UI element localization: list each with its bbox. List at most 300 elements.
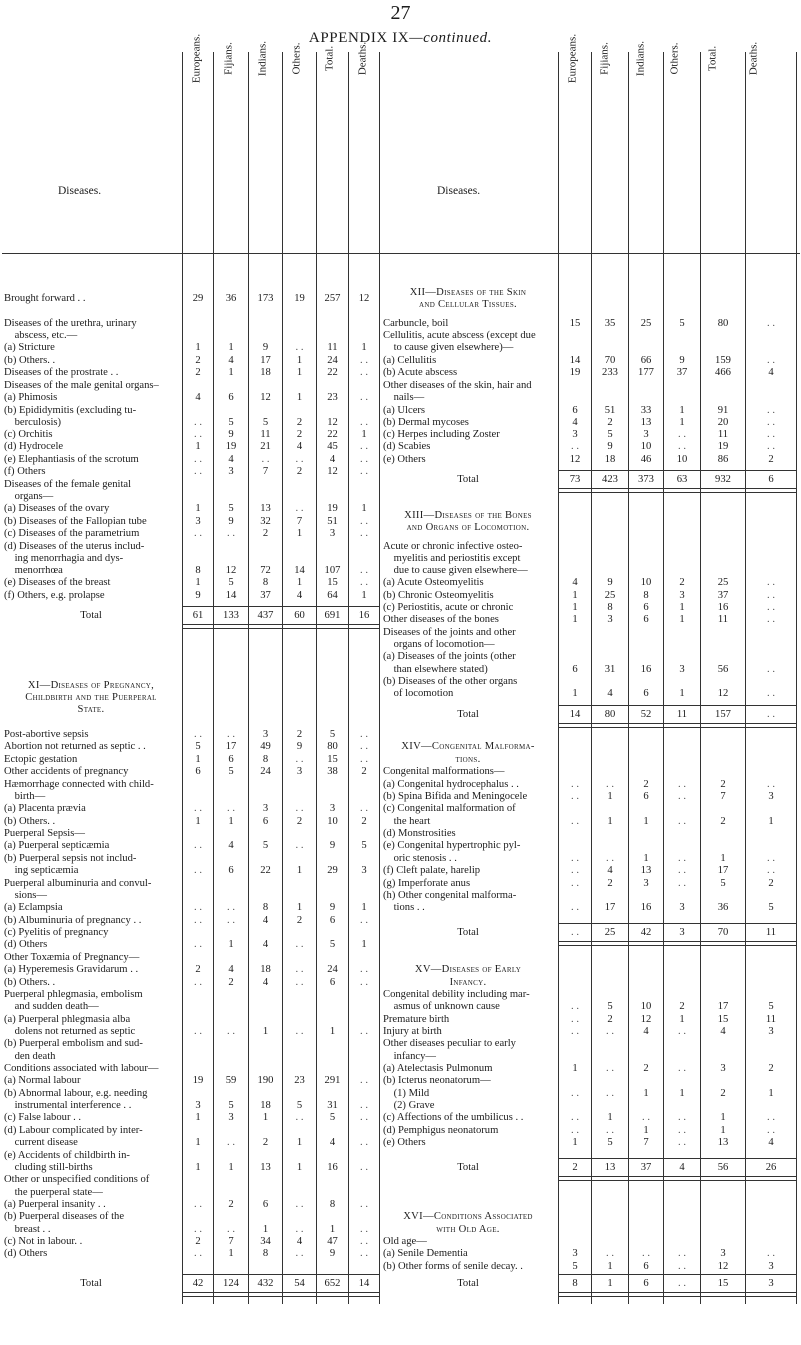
cell-value: . .: [227, 1026, 235, 1037]
disease-label: abscess, etc.—: [4, 330, 78, 341]
cell-value: 1: [228, 1248, 234, 1259]
cell-value: . .: [295, 939, 304, 950]
left-header-fijians: Fijians.: [222, 42, 235, 75]
total-double-rule: [559, 1292, 796, 1297]
cell-value: . .: [767, 664, 775, 675]
right-table-row: [0, 766, 801, 777]
cell-value: 423: [602, 474, 618, 485]
cell-value: 66: [640, 355, 652, 366]
cell-value: . .: [678, 878, 686, 889]
cell-value: 21: [260, 441, 271, 452]
disease-label: (a) Congenital hydrocephalus . .: [383, 779, 519, 790]
cell-value: 10: [640, 577, 652, 588]
disease-label: to cause given elsewhere)—: [383, 342, 514, 353]
cell-value: 17: [260, 355, 271, 366]
cell-value: 16: [358, 610, 370, 621]
disease-label: (a) Ulcers: [383, 405, 426, 416]
disease-label: Diseases of the female genital: [4, 479, 132, 490]
cell-value: . .: [360, 741, 368, 752]
cell-value: . .: [571, 441, 579, 452]
cell-value: 3: [572, 1248, 578, 1259]
disease-label: (b) Icterus neonatorum—: [383, 1075, 491, 1086]
cell-value: 1: [643, 853, 649, 864]
disease-label: (b) Acute abscess: [383, 367, 458, 378]
cell-value: 4: [296, 441, 303, 452]
cell-value: . .: [571, 902, 579, 913]
cell-value: . .: [360, 528, 368, 539]
disease-label: (h) Other congenital malforma-: [383, 890, 517, 901]
disease-label: Diseases of the male genital organs–: [4, 380, 159, 391]
cell-value: 1: [195, 754, 201, 765]
cell-value: 466: [715, 367, 731, 378]
cell-value: 6: [329, 915, 336, 926]
cell-value: 8: [262, 902, 269, 913]
right-table-row: [0, 890, 801, 901]
disease-label: (c) Pyelitis of pregnancy: [4, 927, 109, 938]
right-table-row: [0, 639, 801, 650]
cell-value: 3: [679, 927, 685, 938]
disease-label: (b) Other forms of senile decay. .: [383, 1261, 523, 1272]
cell-value: . .: [606, 1026, 614, 1037]
cell-value: 2: [643, 779, 649, 790]
disease-label: (1) Mild: [383, 1088, 430, 1099]
cell-value: 17: [717, 865, 729, 876]
disease-label: tions . .: [383, 902, 425, 913]
cell-value: 14: [569, 709, 581, 720]
cell-value: 13: [260, 503, 271, 514]
disease-label: (a) Diseases of the joints (other: [383, 651, 516, 662]
disease-label: cluding still-births: [4, 1162, 93, 1173]
disease-label: (a) Cellulitis: [383, 355, 437, 366]
cell-value: 107: [324, 565, 341, 576]
cell-value: . .: [571, 853, 579, 864]
cell-value: 9: [679, 355, 685, 366]
cell-value: 1: [361, 503, 367, 514]
cell-value: 45: [327, 441, 338, 452]
cell-value: 691: [324, 610, 341, 621]
cell-value: 42: [640, 927, 652, 938]
cell-value: . .: [194, 1224, 202, 1235]
cell-value: 2: [262, 528, 269, 539]
disease-label: (b) Chronic Osteomyelitis: [383, 590, 494, 601]
right-table-row: [0, 474, 801, 485]
cell-value: 5: [768, 902, 774, 913]
cell-value: 2: [195, 367, 201, 378]
disease-label: Other diseases of the skin, hair and: [383, 380, 532, 391]
left-header-total: Total.: [323, 45, 336, 72]
section-heading: XIV—Congenital Malforma-: [401, 741, 535, 752]
cell-value: 1: [679, 417, 685, 428]
cell-value: . .: [678, 865, 686, 876]
cell-value: 2: [262, 1137, 269, 1148]
total-double-rule: [559, 1176, 796, 1181]
left-header-others: Others.: [290, 42, 303, 75]
cell-value: 6: [228, 865, 234, 876]
cell-value: 1: [195, 503, 201, 514]
cell-value: . .: [678, 429, 686, 440]
right-table-row: [0, 627, 801, 638]
cell-value: 1: [361, 939, 367, 950]
cell-value: 4: [768, 367, 774, 378]
right-table-row: [0, 553, 801, 564]
cell-value: 1: [228, 342, 234, 353]
right-table-row: [0, 816, 801, 827]
disease-label: (e) Congenital hypertrophic pyl-: [383, 840, 521, 851]
disease-label: Other Toxæmia of Pregnancy—: [4, 952, 140, 963]
disease-label: the puerperal state—: [4, 1187, 103, 1198]
cell-value: 12: [225, 565, 237, 576]
cell-value: 31: [327, 1100, 338, 1111]
cell-value: 6: [228, 754, 234, 765]
cell-value: 6: [643, 1261, 649, 1272]
cell-value: 2: [296, 915, 303, 926]
left-header-europeans: Europeans.: [190, 33, 203, 84]
cell-value: . .: [678, 779, 686, 790]
cell-value: 2: [607, 1014, 613, 1025]
total-double-rule: [559, 941, 796, 946]
cell-value: . .: [360, 367, 368, 378]
right-table-row: [0, 1088, 801, 1099]
cell-value: 37: [260, 590, 271, 601]
right-table-row: [0, 342, 801, 353]
cell-value: 54: [294, 1278, 305, 1289]
cell-value: . .: [606, 1248, 614, 1259]
cell-value: 3: [296, 766, 303, 777]
disease-label: Diseases of the urethra, urinary: [4, 318, 137, 329]
cell-value: . .: [767, 688, 775, 699]
cell-value: 3: [679, 664, 685, 675]
cell-value: . .: [360, 417, 368, 428]
cell-value: . .: [360, 1199, 368, 1210]
cell-value: 2: [768, 878, 774, 889]
cell-value: 23: [327, 392, 338, 403]
cell-value: 1: [296, 577, 303, 588]
cell-value: 3: [679, 590, 685, 601]
cell-value: 3: [195, 516, 201, 527]
cell-value: . .: [767, 1125, 775, 1136]
disease-label: (c) Not in labour. .: [4, 1236, 83, 1247]
cell-value: 291: [324, 1075, 341, 1086]
cell-value: 4: [228, 964, 234, 975]
cell-value: 16: [717, 602, 729, 613]
cell-value: 17: [225, 741, 237, 752]
cell-value: . .: [360, 454, 368, 465]
disease-label: (d) Others: [4, 1248, 48, 1259]
cell-value: 1: [195, 441, 201, 452]
right-table-row: [0, 964, 801, 975]
cell-value: 91: [717, 405, 729, 416]
cell-value: 9: [329, 840, 336, 851]
right-table-row: [0, 1063, 801, 1074]
cell-value: 1: [296, 902, 303, 913]
cell-value: . .: [261, 454, 270, 465]
cell-value: 2: [296, 429, 303, 440]
disease-label: (g) Imperforate anus: [383, 878, 471, 889]
disease-label: current disease: [4, 1137, 78, 1148]
cell-value: 5: [720, 878, 726, 889]
cell-value: . .: [295, 803, 304, 814]
cell-value: 18: [260, 1100, 271, 1111]
cell-value: . .: [571, 1014, 579, 1025]
cell-value: . .: [360, 1248, 368, 1259]
total-label: Total: [80, 610, 102, 621]
disease-label: (d) Hydrocele: [4, 441, 64, 452]
cell-value: . .: [767, 602, 775, 613]
cell-value: 18: [260, 367, 271, 378]
cell-value: . .: [295, 977, 304, 988]
cell-value: . .: [767, 865, 775, 876]
cell-value: 37: [640, 1162, 652, 1173]
total-rule: [183, 1274, 379, 1275]
right-table-row: [0, 441, 801, 452]
cell-value: 36: [225, 293, 237, 304]
disease-label: (d) Labour complicated by inter-: [4, 1125, 143, 1136]
disease-label: (2) Grave: [383, 1100, 435, 1111]
cell-value: 26: [765, 1162, 777, 1173]
disease-label: ing septicæmia: [4, 865, 79, 876]
cell-value: . .: [767, 405, 775, 416]
disease-label: and sudden death—: [4, 1001, 99, 1012]
cell-value: . .: [678, 1026, 686, 1037]
cell-value: 15: [717, 1014, 729, 1025]
cell-value: 1: [195, 1112, 201, 1123]
cell-value: 1: [195, 816, 201, 827]
cell-value: . .: [227, 1137, 235, 1148]
cell-value: . .: [571, 1125, 579, 1136]
cell-value: 15: [569, 318, 581, 329]
cell-value: 4: [572, 417, 578, 428]
left-table-row: [0, 915, 801, 926]
cell-value: . .: [606, 1088, 614, 1099]
cell-value: . .: [360, 565, 368, 576]
right-table-row: [0, 828, 801, 839]
cell-value: . .: [360, 1224, 368, 1235]
disease-label: Diseases of the prostrate . .: [4, 367, 119, 378]
cell-value: 6: [643, 614, 649, 625]
cell-value: 1: [643, 816, 649, 827]
right-table-row: [0, 287, 801, 298]
cell-value: . .: [295, 342, 304, 353]
cell-value: 5: [262, 417, 269, 428]
disease-label: due to cause given elsewhere—: [383, 565, 528, 576]
cell-value: 3: [572, 429, 578, 440]
cell-value: 3: [329, 803, 336, 814]
cell-value: 9: [228, 516, 234, 527]
right-table-row: [0, 577, 801, 588]
cell-value: 11: [765, 1014, 777, 1025]
disease-label: (b) Puerperal embolism and sud-: [4, 1038, 143, 1049]
cell-value: . .: [571, 878, 579, 889]
cell-value: 1: [228, 816, 234, 827]
disease-label: (b) Puerperal diseases of the: [4, 1211, 125, 1222]
disease-label: (c) Orchitis: [4, 429, 53, 440]
cell-value: 38: [327, 766, 338, 777]
cell-value: 3: [195, 1100, 201, 1111]
disease-label: Hæmorrhage connected with child-: [4, 779, 154, 790]
cell-value: 3: [262, 803, 269, 814]
right-diseases-header: Diseases.: [437, 185, 481, 197]
disease-label: the heart: [383, 816, 431, 827]
total-label: Total: [457, 474, 479, 485]
cell-value: 6: [195, 766, 201, 777]
cell-value: 1: [195, 577, 201, 588]
total-rule: [559, 1274, 796, 1275]
cell-value: 18: [260, 964, 271, 975]
cell-value: 12: [260, 392, 271, 403]
cell-value: . .: [194, 429, 202, 440]
cell-value: 2: [679, 1001, 685, 1012]
cell-value: 31: [604, 664, 616, 675]
cell-value: 437: [257, 610, 274, 621]
cell-value: . .: [295, 1199, 304, 1210]
cell-value: 29: [327, 865, 338, 876]
section-heading: XIII—Diseases of the Bones: [404, 510, 532, 521]
cell-value: . .: [767, 429, 775, 440]
cell-value: . .: [194, 1199, 202, 1210]
cell-value: 1: [643, 1125, 649, 1136]
disease-label: (c) Periostitis, acute or chronic: [383, 602, 514, 613]
cell-value: . .: [678, 1063, 686, 1074]
cell-value: 5: [329, 1112, 336, 1123]
cell-value: 13: [260, 1162, 271, 1173]
cell-value: 19: [294, 293, 305, 304]
cell-value: 9: [228, 429, 234, 440]
right-table-row: [0, 602, 801, 613]
disease-label: (a) Puerperal phlegmasia alba: [4, 1014, 131, 1025]
cell-value: . .: [360, 516, 368, 527]
disease-label: infancy—: [383, 1051, 436, 1062]
cell-value: 6: [262, 816, 269, 827]
cell-value: 25: [604, 927, 616, 938]
cell-value: 6: [572, 405, 578, 416]
cell-value: 12: [327, 417, 338, 428]
cell-value: . .: [194, 865, 202, 876]
cell-value: . .: [571, 1088, 579, 1099]
disease-label: (e) Accidents of childbirth in-: [4, 1150, 130, 1161]
cell-value: 86: [717, 454, 729, 465]
cell-value: 8: [195, 565, 201, 576]
cell-value: 5: [679, 318, 685, 329]
disease-label: (a) Diseases of the ovary: [4, 503, 110, 514]
cell-value: 6: [572, 664, 578, 675]
appendix-subtitle: —continued.: [409, 30, 493, 46]
cell-value: . .: [678, 1261, 686, 1272]
cell-value: 19: [192, 1075, 204, 1086]
right-table-row: [0, 989, 801, 1000]
right-table-row: [0, 754, 801, 765]
cell-value: 34: [260, 1236, 271, 1247]
right-table-row: [0, 330, 801, 341]
cell-value: 1: [572, 590, 578, 601]
cell-value: 14: [569, 355, 581, 366]
cell-value: . .: [678, 1248, 686, 1259]
cell-value: 7: [720, 791, 726, 802]
disease-label: menorrhœa: [4, 565, 63, 576]
cell-value: 51: [327, 516, 338, 527]
disease-label: (d) Scabies: [383, 441, 431, 452]
disease-label: (c) Congenital malformation of: [383, 803, 516, 814]
cell-value: 1: [329, 1224, 336, 1235]
cell-value: 1: [720, 1125, 726, 1136]
cell-value: 4: [607, 865, 613, 876]
disease-label: Acute or chronic infective osteo-: [383, 541, 523, 552]
right-table-row: [0, 803, 801, 814]
cell-value: 4: [607, 688, 613, 699]
cell-value: 6: [329, 977, 336, 988]
cell-value: . .: [571, 779, 579, 790]
right-table-row: [0, 1125, 801, 1136]
cell-value: 19: [225, 441, 237, 452]
cell-value: 5: [195, 741, 201, 752]
right-table-row: [0, 1224, 801, 1235]
disease-label: Old age—: [383, 1236, 427, 1247]
cell-value: 19: [717, 441, 729, 452]
cell-value: 10: [327, 816, 338, 827]
cell-value: 5: [607, 429, 613, 440]
disease-label: (d) Others: [4, 939, 48, 950]
right-table-row: [0, 1051, 801, 1062]
total-double-rule: [559, 723, 796, 728]
disease-label: (f) Others, e.g. prolapse: [4, 590, 105, 601]
cell-value: 2: [768, 1063, 774, 1074]
disease-label: birth—: [4, 791, 46, 802]
cell-value: 1: [643, 1088, 649, 1099]
cell-value: 1: [296, 392, 303, 403]
cell-value: 73: [569, 474, 581, 485]
cell-value: 2: [572, 1162, 578, 1173]
cell-value: 8: [572, 1278, 578, 1289]
right-table-row: [0, 367, 801, 378]
right-table-row: [0, 1038, 801, 1049]
right-table-row: [0, 1100, 801, 1111]
disease-label: (a) Hyperemesis Gravidarum . .: [4, 964, 139, 975]
cell-value: 37: [676, 367, 688, 378]
cell-value: . .: [571, 865, 579, 876]
cell-value: 3: [361, 865, 367, 876]
right-table-row: [0, 1261, 801, 1272]
cell-value: 2: [296, 466, 303, 477]
cell-value: 1: [361, 902, 367, 913]
disease-label: Injury at birth: [383, 1026, 442, 1037]
cell-value: 11: [676, 709, 688, 720]
right-table-row: [0, 590, 801, 601]
cell-value: 1: [607, 791, 613, 802]
cell-value: . .: [194, 977, 202, 988]
cell-value: 257: [324, 293, 341, 304]
cell-value: 3: [720, 1063, 726, 1074]
disease-label: berculosis): [4, 417, 62, 428]
cell-value: . .: [678, 816, 686, 827]
right-table-row: [0, 522, 801, 533]
cell-value: 4: [296, 1236, 303, 1247]
cell-value: 1: [195, 342, 201, 353]
total-double-rule: [183, 624, 379, 629]
cell-value: . .: [606, 779, 614, 790]
cell-value: 56: [717, 664, 729, 675]
right-table-row: [0, 664, 801, 675]
cell-value: . .: [295, 503, 304, 514]
disease-label: (a) Atelectasis Pulmonum: [383, 1063, 493, 1074]
cell-value: 2: [361, 816, 367, 827]
cell-value: 1: [228, 939, 234, 950]
cell-value: . .: [767, 417, 775, 428]
cell-value: 15: [717, 1278, 729, 1289]
right-table-row: [0, 510, 801, 521]
cell-value: 233: [602, 367, 618, 378]
cell-value: 2: [720, 816, 726, 827]
cell-value: . .: [360, 915, 368, 926]
cell-value: . .: [360, 441, 368, 452]
